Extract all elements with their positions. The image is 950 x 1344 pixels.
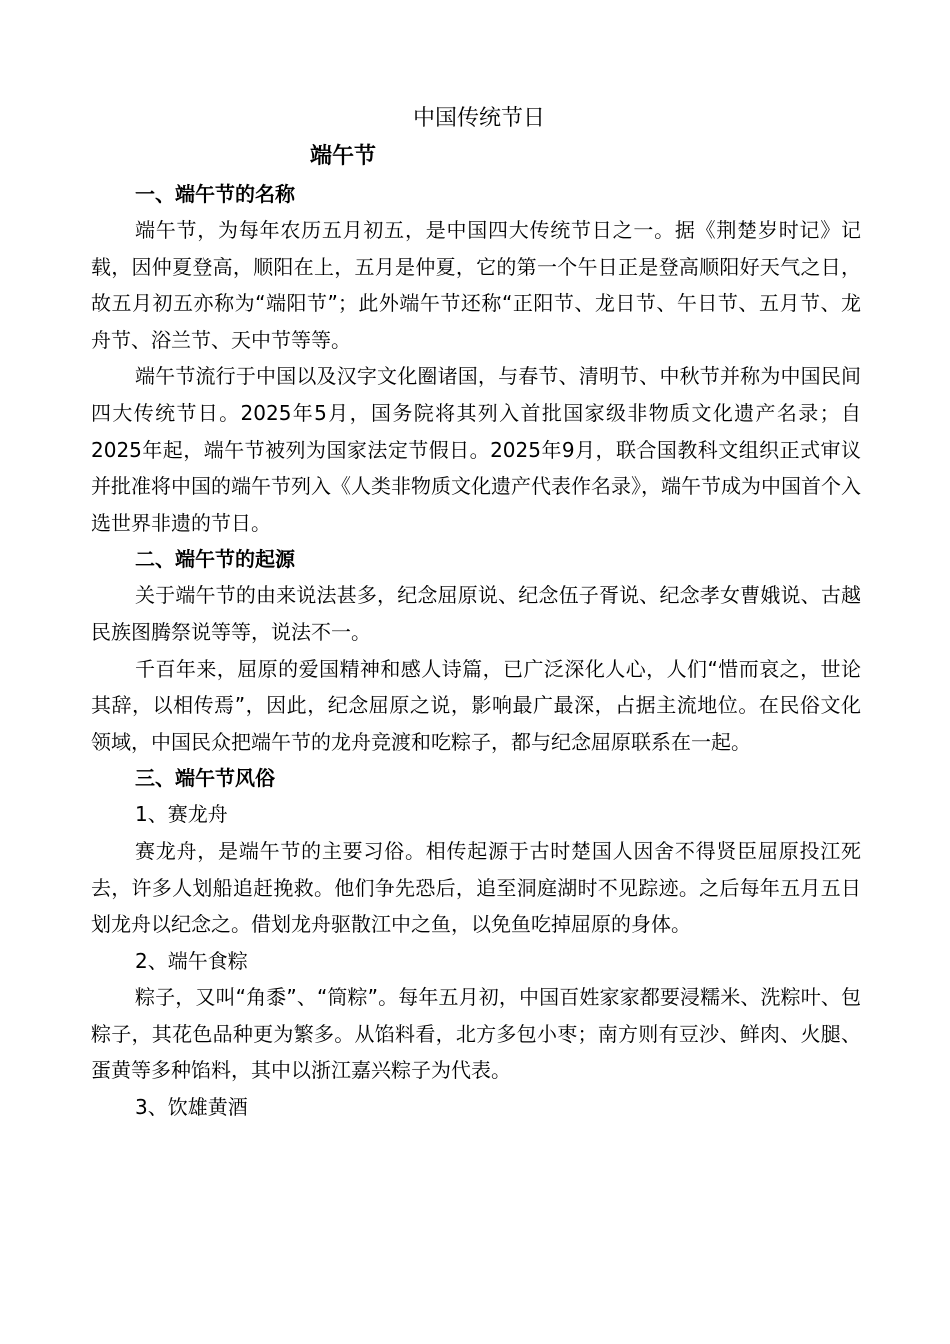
section-heading: 一、端午节的名称	[135, 182, 295, 206]
document-title: 中国传统节日	[412, 106, 545, 131]
paragraph: 赛龙舟，是端午节的主要习俗。相传起源于古时楚国人因舍不得贤臣屈原投江死去，许多人划船追赶挽救。他们争先恐后，追至洞庭湖时不见踪迹。之后每年五月五日划龙舟以纪念之。借划龙舟驱散江中之鱼，以免鱼吃掉屈原的身体。	[91, 838, 861, 937]
document-subtitle: 端午节	[310, 144, 377, 169]
paragraph: 千百年来，屈原的爱国精神和感人诗篇，已广泛深化人心，人们“惜而哀之，世论其辞，以相传焉”，因此，纪念屈原之说，影响最广最深，占据主流地位。在民俗文化领域，中国民众把端午节的龙舟竞渡和吃粽子，都与纪念屈原联系在一起。	[91, 656, 861, 754]
paragraph: 粽子，又叫“角黍”、“筒粽”。每年五月初，中国百姓家家都要浸糯米、洗粽叶、包粽子，其花色品种更为繁多。从馅料看，北方多包小枣；南方则有豆沙、鲜肉、火腿、蛋黄等多种馅料，其中以浙江嘉兴粽子为代表。	[91, 985, 861, 1083]
section-heading: 二、端午节的起源	[135, 547, 295, 572]
document-page	[91, 100, 861, 1126]
custom-title: 2、端午食粽	[135, 948, 248, 973]
section-heading: 三、端午节风俗	[135, 766, 275, 791]
section-name	[91, 176, 861, 541]
paragraph: 关于端午节的由来说法甚多，纪念屈原说、纪念伍子胥说、纪念孝女曹娥说、古越民族图腾祭说等等，说法不一。	[91, 583, 861, 644]
custom-title: 3、饮雄黄酒	[135, 1095, 248, 1120]
paragraph: 端午节流行于中国以及汉字文化圈诸国，与春节、清明节、中秋节并称为中国民间四大传统节日。2025年5月，国务院将其列入首批国家级非物质文化遗产名录；自2025年起，端午节被列为国家法定节假日。2025年9月，联合国教科文组织正式审议并批准将中国的端午节列入《人类非物质文化遗产代表作名录》，端午节成为中国首个入选世界非遗的节日。	[91, 364, 861, 535]
paragraph: 端午节，为每年农历五月初五，是中国四大传统节日之一。据《荆楚岁时记》记载，因仲夏登高，顺阳在上，五月是仲夏，它的第一个午日正是登高顺阳好天气之日，故五月初五亦称为“端阳节”；此外端午节还称“正阳节、龙日节、午日节、五月节、龙舟节、浴兰节、天中节等等。	[91, 218, 861, 352]
section-origin	[91, 541, 861, 760]
custom-title: 1、赛龙舟	[135, 802, 228, 827]
section-customs	[91, 760, 861, 1125]
